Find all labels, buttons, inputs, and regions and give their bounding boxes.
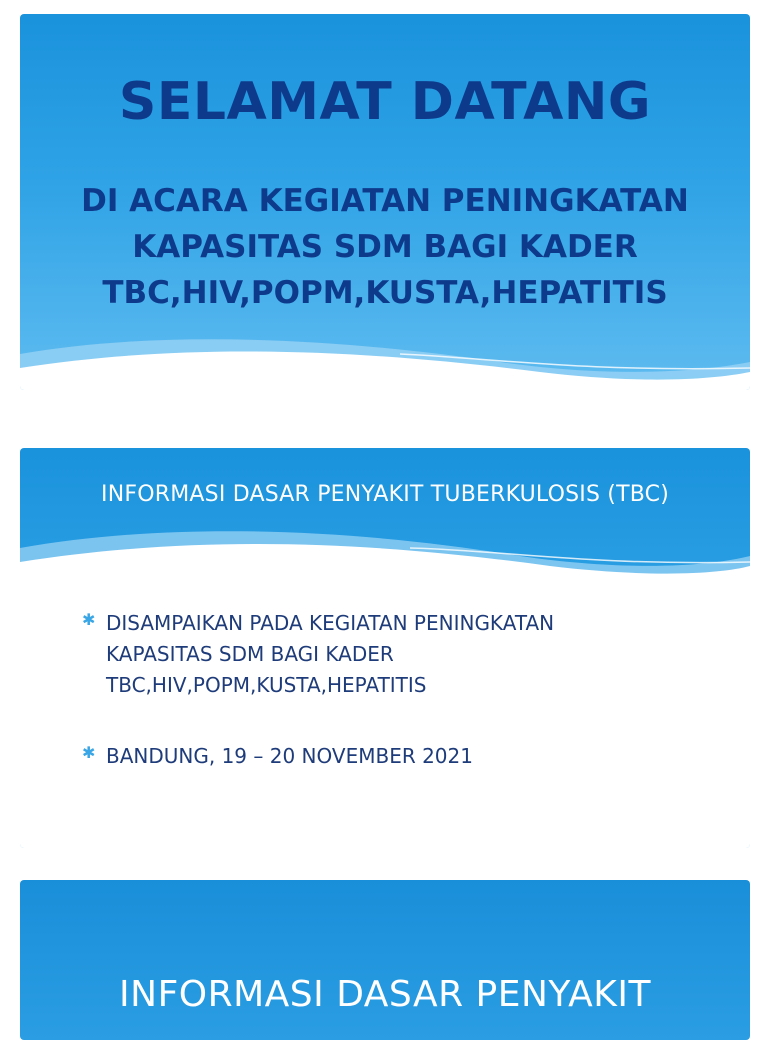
bullet-line: BANDUNG, 19 – 20 NOVEMBER 2021 xyxy=(106,744,473,768)
asterisk-bullet-icon: ✱ xyxy=(82,743,96,762)
slide-3-title: INFORMASI DASAR PENYAKIT xyxy=(119,974,651,1015)
slide-1-subtitle xyxy=(20,178,750,316)
slide-3 xyxy=(20,880,750,1040)
slide-1 xyxy=(20,14,750,390)
slide-1-title: SELAMAT DATANG xyxy=(118,72,652,132)
bullet-item xyxy=(82,608,722,701)
bullet-item xyxy=(82,741,722,772)
wave-decoration xyxy=(20,332,750,390)
bullet-line: KAPASITAS SDM BAGI KADER xyxy=(106,642,394,666)
slide-1-subtitle-line: DI ACARA KEGIATAN PENINGKATAN xyxy=(81,183,689,219)
bullet-line: TBC,HIV,POPM,KUSTA,HEPATITIS xyxy=(106,673,427,697)
slide-1-subtitle-line: TBC,HIV,POPM,KUSTA,HEPATITIS xyxy=(102,275,668,311)
bullet-line: DISAMPAIKAN PADA KEGIATAN PENINGKATAN xyxy=(106,611,555,635)
wave-decoration xyxy=(20,520,750,600)
slide-2-title: INFORMASI DASAR PENYAKIT TUBERKULOSIS (TBC) xyxy=(101,482,669,507)
slide-1-subtitle-line: KAPASITAS SDM BAGI KADER xyxy=(132,229,638,265)
slide-2 xyxy=(20,448,750,848)
asterisk-bullet-icon: ✱ xyxy=(82,610,96,629)
slide-2-bullets xyxy=(82,608,722,772)
